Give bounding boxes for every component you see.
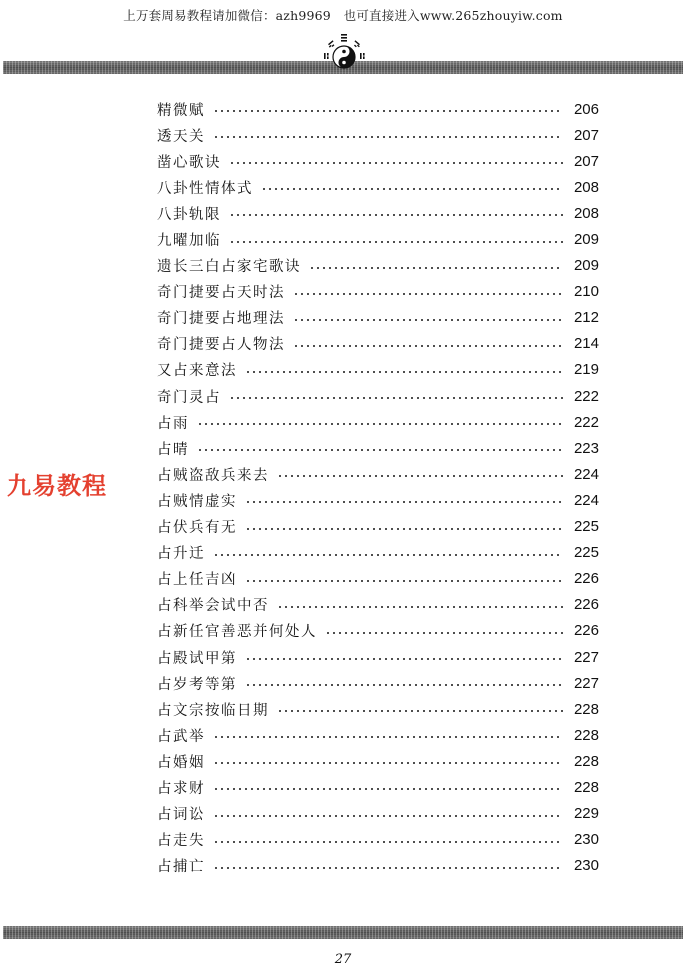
toc-entry-page: 224 — [573, 465, 599, 483]
toc-entry — [157, 122, 599, 148]
toc-entry-page: 209 — [573, 231, 599, 249]
toc-entry — [157, 357, 599, 383]
toc-entry-page: 223 — [573, 439, 599, 457]
toc-entry — [157, 670, 599, 696]
table-of-contents — [157, 96, 599, 879]
toc-entry — [157, 827, 599, 853]
toc-entry-title: 占新任官善恶并何处人 — [157, 624, 317, 641]
toc-entry-title: 占武举 — [157, 728, 205, 745]
toc-entry-page: 209 — [573, 257, 599, 275]
toc-entry-title: 奇门捷要占天时法 — [157, 285, 285, 302]
toc-entry-title: 奇门捷要占人物法 — [157, 337, 285, 354]
toc-entry-page: 226 — [573, 622, 599, 640]
toc-entry-title: 占岁考等第 — [157, 676, 237, 693]
toc-entry-title: 占雨 — [157, 415, 189, 432]
toc-entry-title: 遗长三白占家宅歌诀 — [157, 259, 301, 276]
toc-leader-dots — [213, 110, 563, 112]
toc-entry — [157, 644, 599, 670]
toc-leader-dots — [277, 606, 563, 608]
toc-entry-page: 222 — [573, 387, 599, 405]
toc-leader-dots — [213, 841, 563, 843]
toc-entry-title: 占文宗按临日期 — [157, 702, 269, 719]
toc-entry-title: 精微赋 — [157, 102, 205, 119]
toc-entry — [157, 200, 599, 226]
toc-entry — [157, 383, 599, 409]
toc-entry-page: 229 — [573, 805, 599, 823]
toc-entry — [157, 279, 599, 305]
toc-entry-page: 214 — [573, 335, 599, 353]
toc-entry — [157, 748, 599, 774]
toc-leader-dots — [197, 449, 563, 451]
page-number: 27 — [334, 952, 352, 967]
toc-entry-page: 228 — [573, 726, 599, 744]
toc-leader-dots — [293, 293, 563, 295]
toc-leader-dots — [245, 528, 563, 530]
toc-leader-dots — [213, 736, 563, 738]
toc-entry-page: 225 — [573, 544, 599, 562]
toc-entry — [157, 409, 599, 435]
toc-entry-page: 226 — [573, 596, 599, 614]
toc-entry-page: 212 — [573, 309, 599, 327]
toc-entry-title: 凿心歌诀 — [157, 154, 221, 171]
toc-leader-dots — [213, 788, 563, 790]
toc-entry-title: 占伏兵有无 — [157, 520, 237, 537]
toc-entry-title: 又占来意法 — [157, 363, 237, 380]
toc-entry-title: 占晴 — [157, 441, 189, 458]
toc-entry — [157, 148, 599, 174]
toc-entry-title: 占走失 — [157, 833, 205, 850]
toc-entry — [157, 226, 599, 252]
toc-entry-page: 207 — [573, 126, 599, 144]
toc-entry-page: 208 — [573, 204, 599, 222]
toc-leader-dots — [213, 815, 563, 817]
toc-entry — [157, 461, 599, 487]
toc-leader-dots — [245, 371, 563, 373]
toc-entry — [157, 853, 599, 879]
toc-leader-dots — [229, 241, 563, 243]
toc-leader-dots — [277, 710, 563, 712]
toc-entry-title: 奇门捷要占地理法 — [157, 311, 285, 328]
toc-leader-dots — [213, 136, 563, 138]
toc-leader-dots — [245, 658, 563, 660]
footer-band — [3, 926, 683, 939]
toc-entry — [157, 696, 599, 722]
toc-entry — [157, 331, 599, 357]
toc-entry-page: 227 — [573, 648, 599, 666]
toc-entry — [157, 253, 599, 279]
toc-entry-page: 222 — [573, 413, 599, 431]
toc-leader-dots — [245, 580, 563, 582]
toc-entry — [157, 174, 599, 200]
toc-entry — [157, 435, 599, 461]
toc-leader-dots — [293, 345, 563, 347]
toc-leader-dots — [325, 632, 563, 634]
toc-entry-title: 八卦轨限 — [157, 206, 221, 223]
toc-entry-page: 207 — [573, 152, 599, 170]
toc-leader-dots — [261, 188, 563, 190]
toc-entry — [157, 618, 599, 644]
toc-entry-page: 227 — [573, 674, 599, 692]
toc-entry-title: 占科举会试中否 — [157, 598, 269, 615]
toc-leader-dots — [213, 762, 563, 764]
toc-leader-dots — [229, 162, 563, 164]
toc-leader-dots — [213, 867, 563, 869]
toc-entry — [157, 592, 599, 618]
toc-entry — [157, 566, 599, 592]
toc-entry — [157, 487, 599, 513]
toc-entry — [157, 514, 599, 540]
toc-entry-page: 228 — [573, 752, 599, 770]
toc-entry-page: 225 — [573, 518, 599, 536]
toc-entry-page: 226 — [573, 570, 599, 588]
toc-leader-dots — [309, 267, 563, 269]
toc-entry — [157, 774, 599, 800]
toc-entry-title: 透天关 — [157, 128, 205, 145]
toc-entry-page: 230 — [573, 831, 599, 849]
toc-entry — [157, 722, 599, 748]
toc-entry — [157, 305, 599, 331]
toc-entry-page: 208 — [573, 178, 599, 196]
toc-entry-title: 占婚姻 — [157, 754, 205, 771]
toc-entry-title: 占贼情虚实 — [157, 493, 237, 510]
toc-leader-dots — [245, 501, 563, 503]
toc-entry — [157, 801, 599, 827]
toc-leader-dots — [277, 475, 563, 477]
toc-entry-title: 占升迁 — [157, 546, 205, 563]
toc-entry — [157, 540, 599, 566]
toc-leader-dots — [197, 423, 563, 425]
toc-entry-title: 占捕亡 — [157, 859, 205, 876]
header-watermark: 上万套周易教程请加微信：azh9969 也可直接进入www.265zhouyiw.com — [123, 8, 563, 23]
toc-leader-dots — [245, 684, 563, 686]
toc-entry-title: 八卦性情体式 — [157, 180, 253, 197]
toc-entry-title: 奇门灵占 — [157, 389, 221, 406]
side-watermark: 九易教程 — [7, 472, 107, 500]
toc-entry-title: 占殿试甲第 — [157, 650, 237, 667]
toc-entry-page: 219 — [573, 361, 599, 379]
toc-entry-title: 占上任吉凶 — [157, 572, 237, 589]
toc-entry-page: 206 — [573, 100, 599, 118]
toc-entry-page: 210 — [573, 283, 599, 301]
toc-entry-title: 九曜加临 — [157, 233, 221, 250]
toc-entry-title: 占贼盗敌兵来去 — [157, 467, 269, 484]
toc-entry-page: 230 — [573, 857, 599, 875]
toc-leader-dots — [293, 319, 563, 321]
toc-entry-title: 占求财 — [157, 780, 205, 797]
toc-leader-dots — [229, 214, 563, 216]
toc-leader-dots — [229, 397, 563, 399]
toc-leader-dots — [213, 554, 563, 556]
toc-entry-page: 224 — [573, 491, 599, 509]
toc-entry-title: 占词讼 — [157, 807, 205, 824]
toc-entry-page: 228 — [573, 700, 599, 718]
yin-yang-bagua-icon — [322, 33, 366, 75]
toc-entry — [157, 96, 599, 122]
toc-entry-page: 228 — [573, 778, 599, 796]
